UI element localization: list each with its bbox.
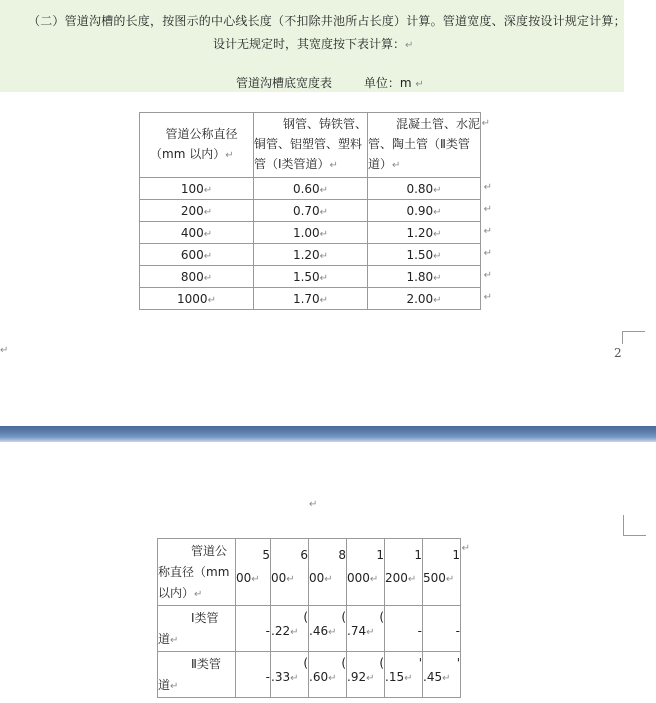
row-end-mark: ↵ — [483, 291, 492, 303]
cell-value: 200 — [180, 203, 204, 218]
paragraph-mark: ↵ — [433, 184, 442, 196]
cell-class-2 — [368, 288, 492, 310]
page-number: 2 — [614, 346, 622, 360]
cell-value: 600 — [180, 247, 204, 262]
table-row — [140, 178, 481, 200]
cell-value: 400 — [180, 225, 204, 240]
caption-title: 管道沟槽底宽度表 — [236, 76, 333, 90]
cell-diameter — [140, 244, 254, 266]
cell-value: 1000 — [177, 291, 208, 306]
value-top — [236, 606, 270, 624]
cell-class-1 — [254, 222, 368, 244]
intro-paragraph — [0, 0, 624, 92]
cell-value: 0.80 — [406, 181, 434, 196]
cell-value: 0.90 — [406, 203, 434, 218]
cell-value: 1.20 — [406, 225, 434, 240]
header-top: 1 — [452, 548, 460, 562]
cell-diameter — [140, 266, 254, 288]
value-top: ' — [456, 656, 460, 670]
paragraph-mark: ↵ — [319, 250, 329, 262]
paragraph-mark: ↵ — [203, 228, 213, 240]
cell-value: 1.70 — [292, 291, 320, 306]
cell-class-1 — [254, 178, 368, 200]
value-top — [385, 606, 422, 624]
value-bottom: .46 — [309, 624, 329, 638]
table-row — [140, 244, 481, 266]
trench-width-table — [139, 112, 492, 310]
page-separator — [0, 426, 656, 442]
row-end-mark: ↵ — [483, 225, 492, 237]
header-line: 管道公称直径 — [165, 127, 238, 141]
table-row — [158, 652, 461, 698]
table-row — [140, 288, 481, 310]
header-line: 管、陶土管（Ⅱ类管 — [368, 137, 470, 151]
paragraph-mark: ↵ — [366, 627, 375, 638]
table-header-row — [140, 113, 481, 178]
paragraph-mark: ↵ — [207, 294, 216, 306]
header-top: 1 — [376, 548, 384, 562]
cell-value: 0.70 — [292, 203, 320, 218]
value-top: ( — [303, 656, 308, 670]
value-cell — [236, 606, 271, 652]
header-col — [423, 539, 470, 606]
paragraph-mark: ↵ — [203, 272, 213, 284]
table-caption — [236, 74, 424, 91]
label-line: 道 — [158, 678, 171, 692]
paragraph-mark: ↵ — [433, 250, 442, 262]
value-bottom: - — [455, 624, 460, 638]
cell-diameter — [140, 178, 254, 200]
cell-class-1 — [254, 200, 368, 222]
cell-class-2 — [368, 244, 492, 266]
cell-value: 1.50 — [406, 247, 434, 262]
cell-value: 1.00 — [292, 225, 320, 240]
cell-diameter — [140, 200, 254, 222]
paragraph-mark: ↵ — [290, 673, 299, 684]
paragraph-mark: ↵ — [319, 184, 329, 196]
value-top: ( — [341, 656, 346, 670]
value-top: ( — [379, 610, 384, 624]
intro-line-1: （二）管道沟槽的长度，按图示的中心线长度（不扣除井池所占长度）计算。管道宽度、深度按设计规定计算； — [28, 14, 626, 28]
intro-line-2 — [213, 35, 413, 52]
cell-class-1 — [254, 288, 368, 310]
paragraph-mark: ↵ — [203, 206, 213, 218]
paragraph-mark: ↵ — [324, 574, 333, 585]
value-bottom: - — [265, 670, 270, 684]
cell-value: 1.20 — [292, 247, 320, 262]
table-row — [140, 200, 481, 222]
value-top: ( — [379, 656, 384, 670]
paragraph-mark: ↵ — [170, 635, 179, 646]
value-cell — [271, 606, 309, 652]
paragraph-mark: ↵ — [0, 345, 9, 356]
value-bottom: .92 — [347, 670, 367, 684]
value-bottom: .22 — [271, 624, 291, 638]
value-cell — [271, 652, 309, 698]
row-end-mark: ↵ — [483, 203, 492, 215]
paragraph-mark: ↵ — [203, 250, 213, 262]
paragraph-mark: ↵ — [445, 574, 455, 585]
cell-class-2 — [368, 178, 492, 200]
header-top: 1 — [414, 548, 422, 562]
header-line: 管（Ⅰ类管道） — [254, 157, 330, 171]
paragraph-mark: ↵ — [407, 574, 417, 585]
value-cell — [309, 652, 347, 698]
trench-width-table-2 — [157, 538, 470, 698]
paragraph-mark: ↵ — [319, 272, 329, 284]
header-col — [271, 539, 309, 606]
table-header-row — [158, 539, 461, 606]
value-cell — [236, 652, 271, 698]
header-class-1 — [254, 113, 368, 178]
paragraph-mark: ↵ — [328, 627, 337, 638]
header-bottom: 200 — [385, 571, 408, 585]
paragraph-mark: ↵ — [433, 206, 442, 218]
row-end-mark: ↵ — [481, 118, 490, 129]
page-corner-mark — [622, 331, 645, 344]
cell-value: 1.80 — [406, 269, 434, 284]
header-col — [236, 539, 271, 606]
header-bottom: 00 — [309, 571, 325, 585]
paragraph-mark: ↵ — [405, 40, 414, 51]
header-line: 混凝土管、水泥 — [395, 117, 480, 131]
header-bottom: 00 — [271, 571, 287, 585]
page-corner-mark — [623, 515, 646, 536]
caption-unit: 单位：m — [363, 76, 412, 90]
cell-class-1 — [254, 244, 368, 266]
paragraph-mark: ↵ — [366, 673, 375, 684]
header-bottom: 500 — [423, 571, 446, 585]
value-cell — [385, 606, 423, 652]
value-top — [423, 606, 460, 624]
header-bottom: 00 — [236, 571, 252, 585]
paragraph-mark: ↵ — [433, 294, 442, 306]
paragraph-mark: ↵ — [290, 627, 299, 638]
paragraph-mark: ↵ — [170, 681, 179, 692]
value-bottom: - — [417, 624, 422, 638]
header-top: 6 — [300, 548, 308, 562]
paragraph-mark: ↵ — [225, 150, 234, 161]
table-row — [158, 606, 461, 652]
label-line: Ⅰ类管 — [191, 611, 219, 625]
value-bottom: .33 — [271, 670, 291, 684]
header-line: 道） — [368, 157, 393, 171]
value-top: ( — [303, 610, 308, 624]
paragraph-mark: ↵ — [392, 160, 401, 171]
value-top: ' — [418, 656, 422, 670]
value-bottom: .60 — [309, 670, 329, 684]
value-cell — [385, 652, 423, 698]
paragraph-mark: ↵ — [415, 79, 424, 90]
paragraph-mark: ↵ — [433, 272, 442, 284]
paragraph-mark: ↵ — [442, 673, 451, 684]
cell-diameter — [140, 222, 254, 244]
paragraph-mark: ↵ — [286, 574, 295, 585]
cell-class-2 — [368, 266, 492, 288]
paragraph-mark: ↵ — [329, 160, 338, 171]
header-col — [385, 539, 423, 606]
header-top: 5 — [262, 548, 270, 562]
header-line: 以内） — [158, 586, 195, 600]
paragraph-mark: ↵ — [203, 184, 213, 196]
paragraph-mark: ↵ — [328, 673, 337, 684]
header-line: （mm 以内） — [150, 147, 226, 161]
value-bottom: .74 — [347, 624, 367, 638]
header-line: 钢管、铸铁管、 — [282, 117, 367, 131]
table-row — [140, 222, 481, 244]
cell-value: 2.00 — [406, 291, 434, 306]
paragraph-mark: ↵ — [433, 228, 442, 240]
cell-value: 1.50 — [292, 269, 320, 284]
value-bottom: - — [265, 624, 270, 638]
value-cell — [309, 606, 347, 652]
label-line: Ⅱ类管 — [191, 657, 221, 671]
value-top: ( — [341, 610, 346, 624]
cell-value: 800 — [180, 269, 204, 284]
table-row — [140, 266, 481, 288]
value-bottom: .45 — [423, 670, 443, 684]
paragraph-mark: ↵ — [319, 228, 329, 240]
value-top — [236, 652, 270, 670]
paragraph-mark: ↵ — [194, 589, 203, 600]
row-end-mark: ↵ — [483, 247, 492, 259]
header-diameter — [140, 113, 254, 178]
header-line: 称直径（mm — [158, 565, 230, 579]
header-line: 管道公 — [191, 544, 228, 558]
intro-line-2-text: 设计无规定时，其宽度按下表计算： — [213, 37, 406, 51]
cell-class-1 — [254, 266, 368, 288]
header-col — [309, 539, 347, 606]
value-cell — [347, 606, 385, 652]
row-end-mark: ↵ — [483, 181, 492, 193]
label-line: 道 — [158, 632, 171, 646]
header-class-2 — [368, 113, 490, 178]
cell-class-2 — [368, 222, 492, 244]
paragraph-mark: ↵ — [251, 574, 260, 585]
paragraph-mark: ↵ — [404, 673, 413, 684]
cell-class-2 — [368, 200, 492, 222]
paragraph-mark: ↵ — [369, 574, 379, 585]
row-end-mark: ↵ — [461, 543, 470, 554]
cell-value: 0.60 — [292, 181, 320, 196]
row-end-mark: ↵ — [483, 269, 492, 281]
paragraph-mark: ↵ — [319, 294, 329, 306]
header-top: 8 — [338, 548, 346, 562]
value-bottom: .15 — [385, 670, 405, 684]
header-diameter — [158, 539, 236, 606]
row-label — [158, 606, 236, 652]
cell-value: 100 — [180, 181, 204, 196]
paragraph-mark: ↵ — [319, 206, 329, 218]
cell-diameter — [140, 288, 254, 310]
paragraph-mark: ↵ — [309, 499, 318, 510]
value-cell — [423, 606, 461, 652]
header-col — [347, 539, 385, 606]
value-cell — [423, 652, 461, 698]
header-bottom: 000 — [347, 571, 370, 585]
header-line: 铜管、铝塑管、塑料 — [254, 137, 363, 151]
value-cell — [347, 652, 385, 698]
row-label — [158, 652, 236, 698]
